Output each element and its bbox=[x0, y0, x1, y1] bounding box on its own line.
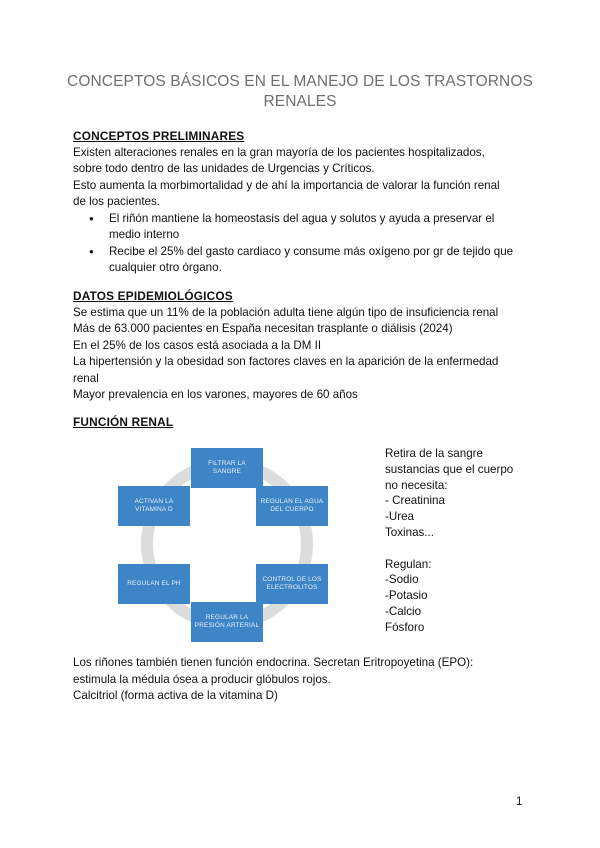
bullet-item: ● El riñón mantiene la homeostasis del agua y solutos y ayuda a preservar el medio interno bbox=[73, 211, 529, 244]
side-line: -Urea bbox=[385, 510, 414, 524]
bullet-item: ● Recibe el 25% del gasto cardiaco y consume más oxígeno por gr de tejido que cualquier otro órgano. bbox=[73, 244, 539, 277]
cycle-node-electrolitos: CONTROL DE LOS ELECTROLITOS bbox=[256, 564, 328, 604]
section-epidemiologicos bbox=[73, 288, 535, 404]
paragraph-line: de los pacientes. bbox=[73, 195, 161, 208]
paragraph-line: estimula la médula ósea a producir glóbulos rojos. bbox=[73, 672, 331, 686]
paragraph-line: Más de 63.000 pacientes en España necesitan trasplante o diálisis (2024) bbox=[73, 322, 453, 335]
paragraph-line: Se estima que un 11% de la población adulta tiene algún tipo de insuficiencia renal bbox=[73, 305, 499, 319]
cycle-node-regulan-agua: REGULAN EL AGUA DEL CUERPO bbox=[256, 486, 328, 526]
cycle-node-vitamina-d: ACTIVAN LA VITAMINA D bbox=[118, 486, 190, 526]
paragraph-line: Existen alteraciones renales en la gran mayoría de los pacientes hospitalizados, bbox=[73, 145, 485, 159]
section-preliminares bbox=[73, 128, 535, 277]
paragraph-line: Esto aumenta la morbimortalidad y de ahí la importancia de valorar la función renal bbox=[73, 178, 500, 192]
side-line: Regulan: bbox=[385, 557, 432, 571]
page-number: 1 bbox=[516, 796, 523, 808]
paragraph-line: Los riñones también tienen función endocrina. Secretan Eritropoyetina (EPO): bbox=[73, 656, 474, 669]
page-title: CONCEPTOS BÁSICOS EN EL MANEJO DE LOS TRASTORNOS RENALES bbox=[67, 73, 533, 110]
paragraph-line: La hipertensión y la obesidad son factores claves en la aparición de la enfermedad bbox=[73, 355, 499, 368]
cycle-node-ph: REGULAN EL PH bbox=[118, 564, 190, 604]
bullet-list bbox=[73, 211, 535, 277]
side-line: sustancias que el cuerpo bbox=[385, 462, 514, 476]
paragraph-line: sobre todo dentro de las unidades de Urgencias y Críticos. bbox=[73, 162, 375, 175]
function-side-notes bbox=[385, 446, 535, 636]
paragraph-line: Calcitriol (forma activa de la vitamina D) bbox=[73, 689, 278, 702]
cycle-node-filtrar: FILTRAR LA SANGRE bbox=[191, 448, 263, 488]
paragraph-line: renal bbox=[73, 371, 99, 385]
section-heading: FUNCIÓN RENAL bbox=[73, 415, 174, 429]
side-line: no necesita: bbox=[385, 478, 448, 492]
side-line: -Sodio bbox=[385, 573, 419, 587]
side-line: Fósforo bbox=[385, 620, 425, 634]
section-heading: DATOS EPIDEMIOLÓGICOS bbox=[73, 289, 233, 303]
side-line: -Calcio bbox=[385, 604, 422, 618]
cycle-node-presion: REGULAR LA PRESIÓN ARTERIAL bbox=[191, 602, 263, 642]
side-line: Retira de la sangre bbox=[385, 447, 483, 460]
section-funcion bbox=[73, 414, 535, 431]
kidney-function-cycle-diagram bbox=[110, 444, 370, 644]
side-line: Toxinas... bbox=[385, 525, 434, 539]
endocrine-paragraph bbox=[73, 655, 535, 705]
side-line: -Potasio bbox=[385, 589, 428, 603]
section-heading: CONCEPTOS PRELIMINARES bbox=[73, 129, 245, 143]
paragraph-line: Mayor prevalencia en los varones, mayores de 60 años bbox=[73, 388, 358, 401]
side-line: - Creatinina bbox=[385, 494, 445, 508]
side-line-blank bbox=[385, 541, 535, 557]
paragraph-line: En el 25% de los casos está asociada a la DM II bbox=[73, 338, 322, 352]
